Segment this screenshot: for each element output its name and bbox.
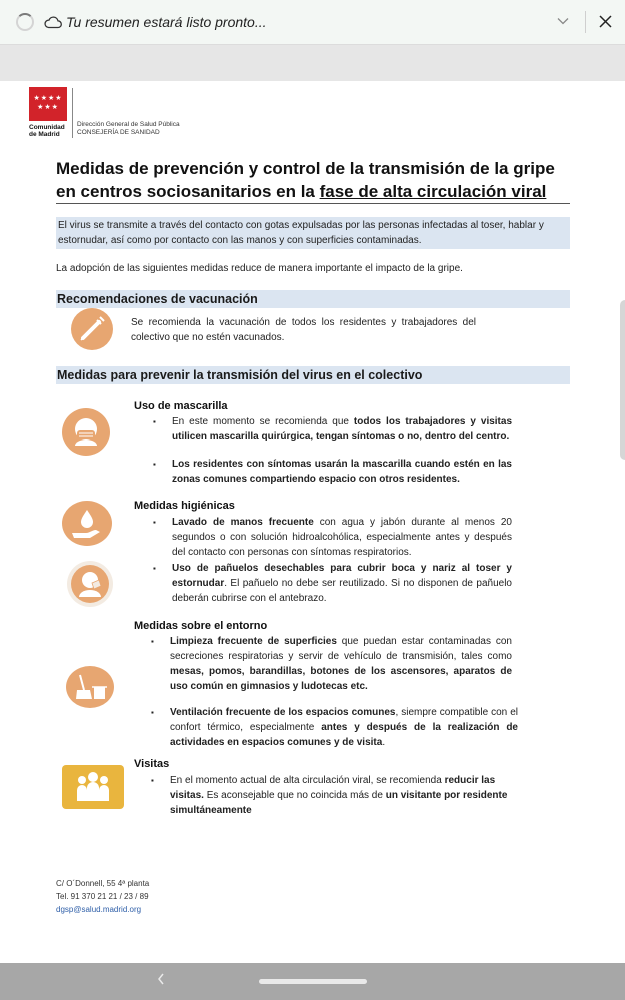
cleaning-icon xyxy=(66,666,114,708)
logo-divider xyxy=(72,88,73,138)
impact-paragraph: La adopción de las siguientes medidas reduce de manera importante el impacto de la gripe. xyxy=(56,263,463,274)
summary-status-text: Tu resumen estará listo pronto... xyxy=(66,14,267,30)
toolbar-divider xyxy=(585,11,586,33)
department-name: Dirección General de Salud Pública CONSEJERÍA DE SANIDAD xyxy=(77,121,180,136)
close-icon[interactable] xyxy=(599,15,612,28)
email-link[interactable]: dgsp@salud.madrid.org xyxy=(56,905,142,914)
hygiene-heading: Medidas higiénicas xyxy=(134,500,235,512)
mask-bullet-2: ▪ Los residentes con síntomas usarán la mascarilla cuando estén en las zonas comunes compartiendo espacio con otros residentes. xyxy=(172,457,512,487)
intro-paragraph: El virus se transmite a través del contacto con gotas expulsadas por las personas infectadas al toser, hablar y estornudar, así como por contacto con las manos y con superficies contaminadas. xyxy=(56,217,570,249)
section-vaccination: Recomendaciones de vacunación xyxy=(56,290,570,308)
chevron-down-icon[interactable] xyxy=(557,16,569,26)
syringe-icon xyxy=(71,308,113,350)
environment-heading: Medidas sobre el entorno xyxy=(134,620,268,632)
visits-heading: Visitas xyxy=(134,758,170,770)
visitors-icon xyxy=(62,765,124,809)
handwash-icon xyxy=(62,501,112,546)
contact-footer xyxy=(56,877,149,916)
back-chevron-icon[interactable] xyxy=(156,971,166,987)
mask-icon xyxy=(62,408,110,456)
environment-bullet-1: ▪ Limpieza frecuente de superficies que puedan estar contaminadas con secreciones respiratorias y servir de vehículo de transmisión, tales como mesas, pomos, barandillas, botones de los ascensores, aparatos de uso común en gimnasios y ludotecas etc. xyxy=(170,634,512,694)
cloud-icon xyxy=(44,15,62,29)
edge-panel-handle[interactable] xyxy=(620,300,625,460)
mask-bullet-1: ▪ En este momento se recomienda que todos los trabajadores y visitas utilicen mascarilla quirúrgica, tengan síntomas o no, dentro del centro. xyxy=(172,414,512,444)
title-rule xyxy=(56,203,570,204)
org-name: Comunidad de Madrid xyxy=(29,124,65,138)
phone-text: Tel. 91 370 21 21 / 23 / 89 xyxy=(56,892,149,901)
mask-heading: Uso de mascarilla xyxy=(134,400,228,412)
document-title: Medidas de prevención y control de la transmisión de la gripe en centros sociosanitarios en la fase de alta circulación viral xyxy=(56,159,555,201)
visits-bullet-1: ▪ En el momento actual de alta circulación viral, se recomienda reducir las visitas. Es aconsejable que no coincida más de un visitante por residente simultáneamente xyxy=(170,773,512,818)
home-gesture-pill[interactable] xyxy=(259,979,367,984)
tissue-cough-icon xyxy=(67,561,113,607)
address-text: C/ O´Donnell, 55 4ª planta xyxy=(56,879,150,888)
environment-bullet-2: ▪ Ventilación frecuente de los espacios comunes, siempre compatible con el confort térmico, especialmente antes y después de la realización de actividades en espacios comunes y de visita. xyxy=(170,705,518,750)
vaccination-text: Se recomienda la vacunación de todos los residentes y trabajadores del colectivo que no estén vacunados. xyxy=(131,317,476,343)
viewer-gap xyxy=(0,45,625,81)
madrid-logo xyxy=(29,87,67,121)
loading-spinner-icon xyxy=(16,13,34,31)
hygiene-bullet-1: ▪ Lavado de manos frecuente con agua y jabón durante al menos 20 segundos o con solución hidroalcohólica, especialmente antes y después del contacto con personas con síntomas respiratorios. xyxy=(172,515,512,560)
summary-status-bar xyxy=(0,0,625,45)
hygiene-bullet-2: ▪ Uso de pañuelos desechables para cubrir boca y nariz al toser y estornudar. El pañuelo no debe ser reutilizado. Si no disponen de pañuelo deberán cubrirse con el antebrazo. xyxy=(172,561,512,606)
stars-icon: ★★★★ ★★★ xyxy=(33,95,63,111)
section-prevention: Medidas para prevenir la transmisión del virus en el colectivo xyxy=(56,366,570,384)
